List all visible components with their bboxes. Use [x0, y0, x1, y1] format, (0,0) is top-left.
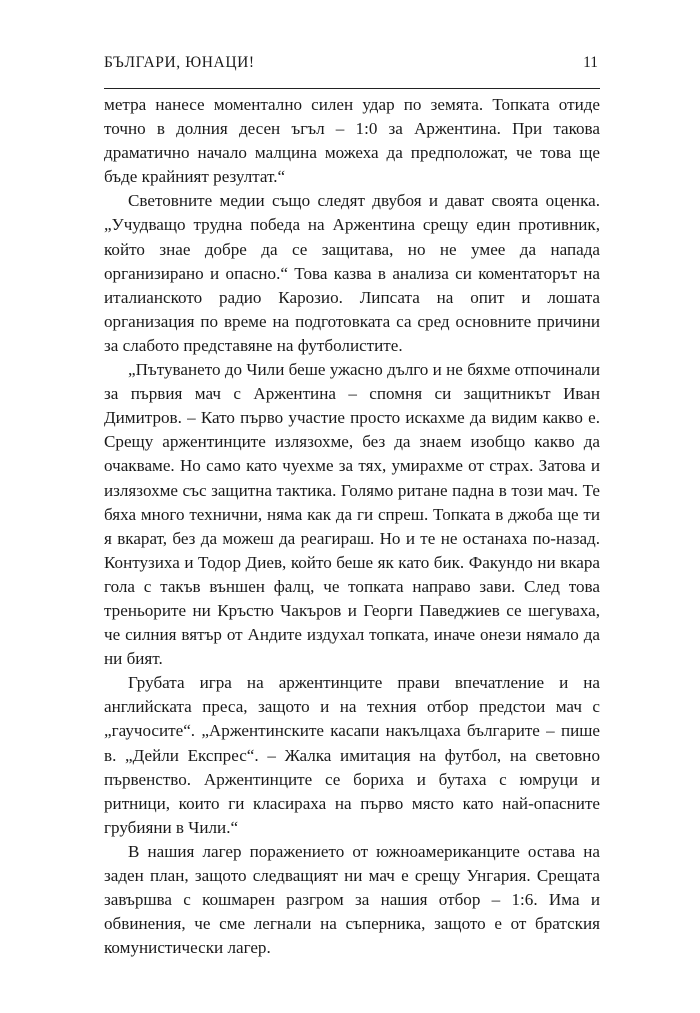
paragraph-3: „Пътуването до Чили беше ужасно дълго и не бяхме отпочинали за първия мач с Аржентина – спомня си защитникът Иван Димитров. – Като първо участие просто искахме да видим какво е. Срещу аржентинците излязохме, без да знаем изобщо какво да очакваме. Но само като чуехме за тях, умирахме от страх. Затова и излязохме със защитна тактика. Голямо ритане падна в този мач. Те бяха много технични, няма как да ги спреш. Топката в джоба ще ти я вкарат, без да можеш да реагираш. Но и те не останаха по-назад. Контузиха и Тодор Диев, който беше як като бик. Факундо ни вкара гола с такъв външен фалц, че топката направо зави. След това треньорите ни Кръстю Чакъров и Георги Паведжиев се шегуваха, че силния вятър от Андите издухал топката, иначе онези нямало да ни бият.	[104, 360, 600, 669]
paragraph-5: В нашия лагер поражението от южноамериканците остава на заден план, защото следващият ни мач е срещу Унгария. Срещата завършва с кошмарен разгром за нашия отбор – 1:6. Има и обвинения, че сме легнали на съперника, защото е от братския комунистически лагер.	[104, 841, 600, 958]
running-header	[104, 54, 600, 89]
running-header-title: БЪЛГАРИ, ЮНАЦИ!	[104, 54, 255, 71]
page-number: 11	[583, 54, 598, 71]
paragraph-1: метра нанесе моментално силен удар по земята. Топката отиде точно в долния десен ъгъл – 1:0 за Аржентина. При такова драматично начало малцина можеха да предположат, че това ще бъде крайният резултат.“	[104, 95, 600, 187]
paragraph-2: Световните медии също следят двубоя и дават своята оценка. „Учудващо трудна победа на Аржентина срещу един противник, който знае добре да се защитава, но не умее да напада организирано и опасно.“ Това казва в анализа си коментаторът на италианското радио Карозио. Липсата на опит и лошата организация по време на подготовката са сред основните причини за слабото представяне на футболистите.	[104, 191, 600, 355]
body-text	[104, 93, 600, 960]
paragraph-4: Грубата игра на аржентинците прави впечатление и на английската преса, защото и на техния отбор предстои мач с „гаучосите“. „Аржентинските касапи накълцаха българите – пише в. „Дейли Експрес“. – Жалка имитация на футбол, на световно първенство. Аржентинците се бориха и бутаха с юмруци и ритници, които ги класираха на първо място като най-опасните грубияни в Чили.“	[104, 673, 600, 837]
